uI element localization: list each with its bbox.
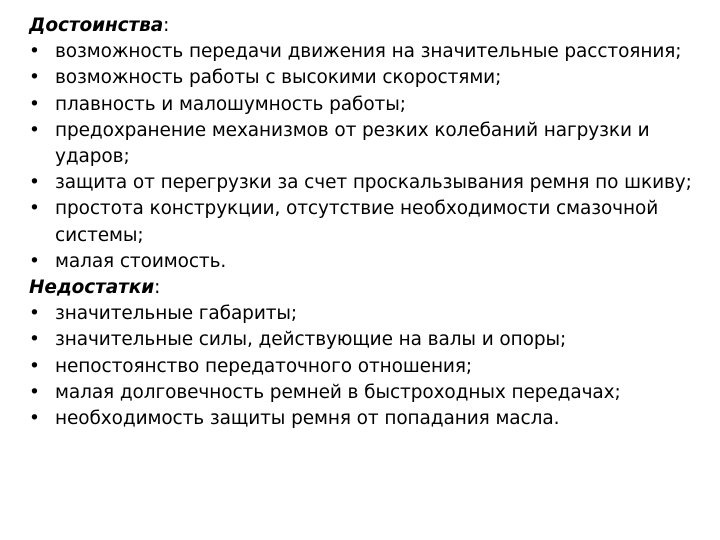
advantages-item (29, 170, 699, 196)
bullet-icon: • (29, 67, 40, 89)
bullet-icon: • (29, 172, 40, 194)
advantages-item (29, 118, 699, 170)
disadvantages-list (29, 301, 699, 432)
bullet-icon: • (29, 119, 40, 141)
bullet-icon: • (29, 41, 40, 63)
advantages-item (29, 92, 699, 118)
disadvantages-item (29, 301, 699, 327)
advantages-item (29, 249, 699, 275)
advantages-item (29, 39, 699, 65)
advantages-heading (29, 13, 699, 39)
bullet-icon: • (29, 250, 40, 272)
slide-content (29, 13, 699, 432)
bullet-icon: • (29, 381, 40, 403)
disadvantages-item (29, 380, 699, 406)
bullet-icon: • (29, 329, 40, 351)
disadvantages-heading (29, 275, 699, 301)
advantages-item-text: возможность работы с высокими скоростями; (55, 67, 502, 89)
advantages-item-text: плавность и малошумность работы; (55, 93, 406, 115)
advantages-item-text: защита от перегрузки за счет проскальзывания ремня по шкиву; (55, 172, 692, 194)
disadvantages-item-text: значительные силы, действующие на валы и опоры; (55, 329, 567, 351)
bullet-icon: • (29, 198, 40, 220)
advantages-title: Достоинства (29, 15, 164, 36)
advantages-item-text: возможность передачи движения на значительные расстояния; (55, 41, 682, 63)
disadvantages-item-text: непостоянство передаточного отношения; (55, 355, 473, 377)
disadvantages-item-text: значительные габариты; (55, 303, 298, 325)
advantages-item (29, 65, 699, 91)
bullet-icon: • (29, 303, 40, 325)
disadvantages-item (29, 327, 699, 353)
disadvantages-colon: : (154, 277, 161, 299)
disadvantages-item-text: необходимость защиты ремня от попадания масла. (55, 408, 560, 430)
bullet-icon: • (29, 408, 40, 430)
disadvantages-title: Недостатки (29, 277, 155, 299)
disadvantages-item-text: малая долговечность ремней в быстроходных передачах; (55, 381, 621, 403)
advantages-item-text: малая стоимость. (55, 250, 227, 272)
advantages-colon: : (163, 15, 170, 36)
disadvantages-item (29, 354, 699, 380)
disadvantages-item (29, 406, 699, 432)
bullet-icon: • (29, 355, 40, 377)
bullet-icon: • (29, 93, 40, 115)
advantages-item-text: простота конструкции, отсутствие необходимости смазочной системы; (55, 198, 659, 246)
advantages-item-text: предохранение механизмов от резких колебаний нагрузки и ударов; (55, 119, 650, 168)
advantages-list (29, 39, 699, 275)
advantages-item (29, 196, 699, 248)
